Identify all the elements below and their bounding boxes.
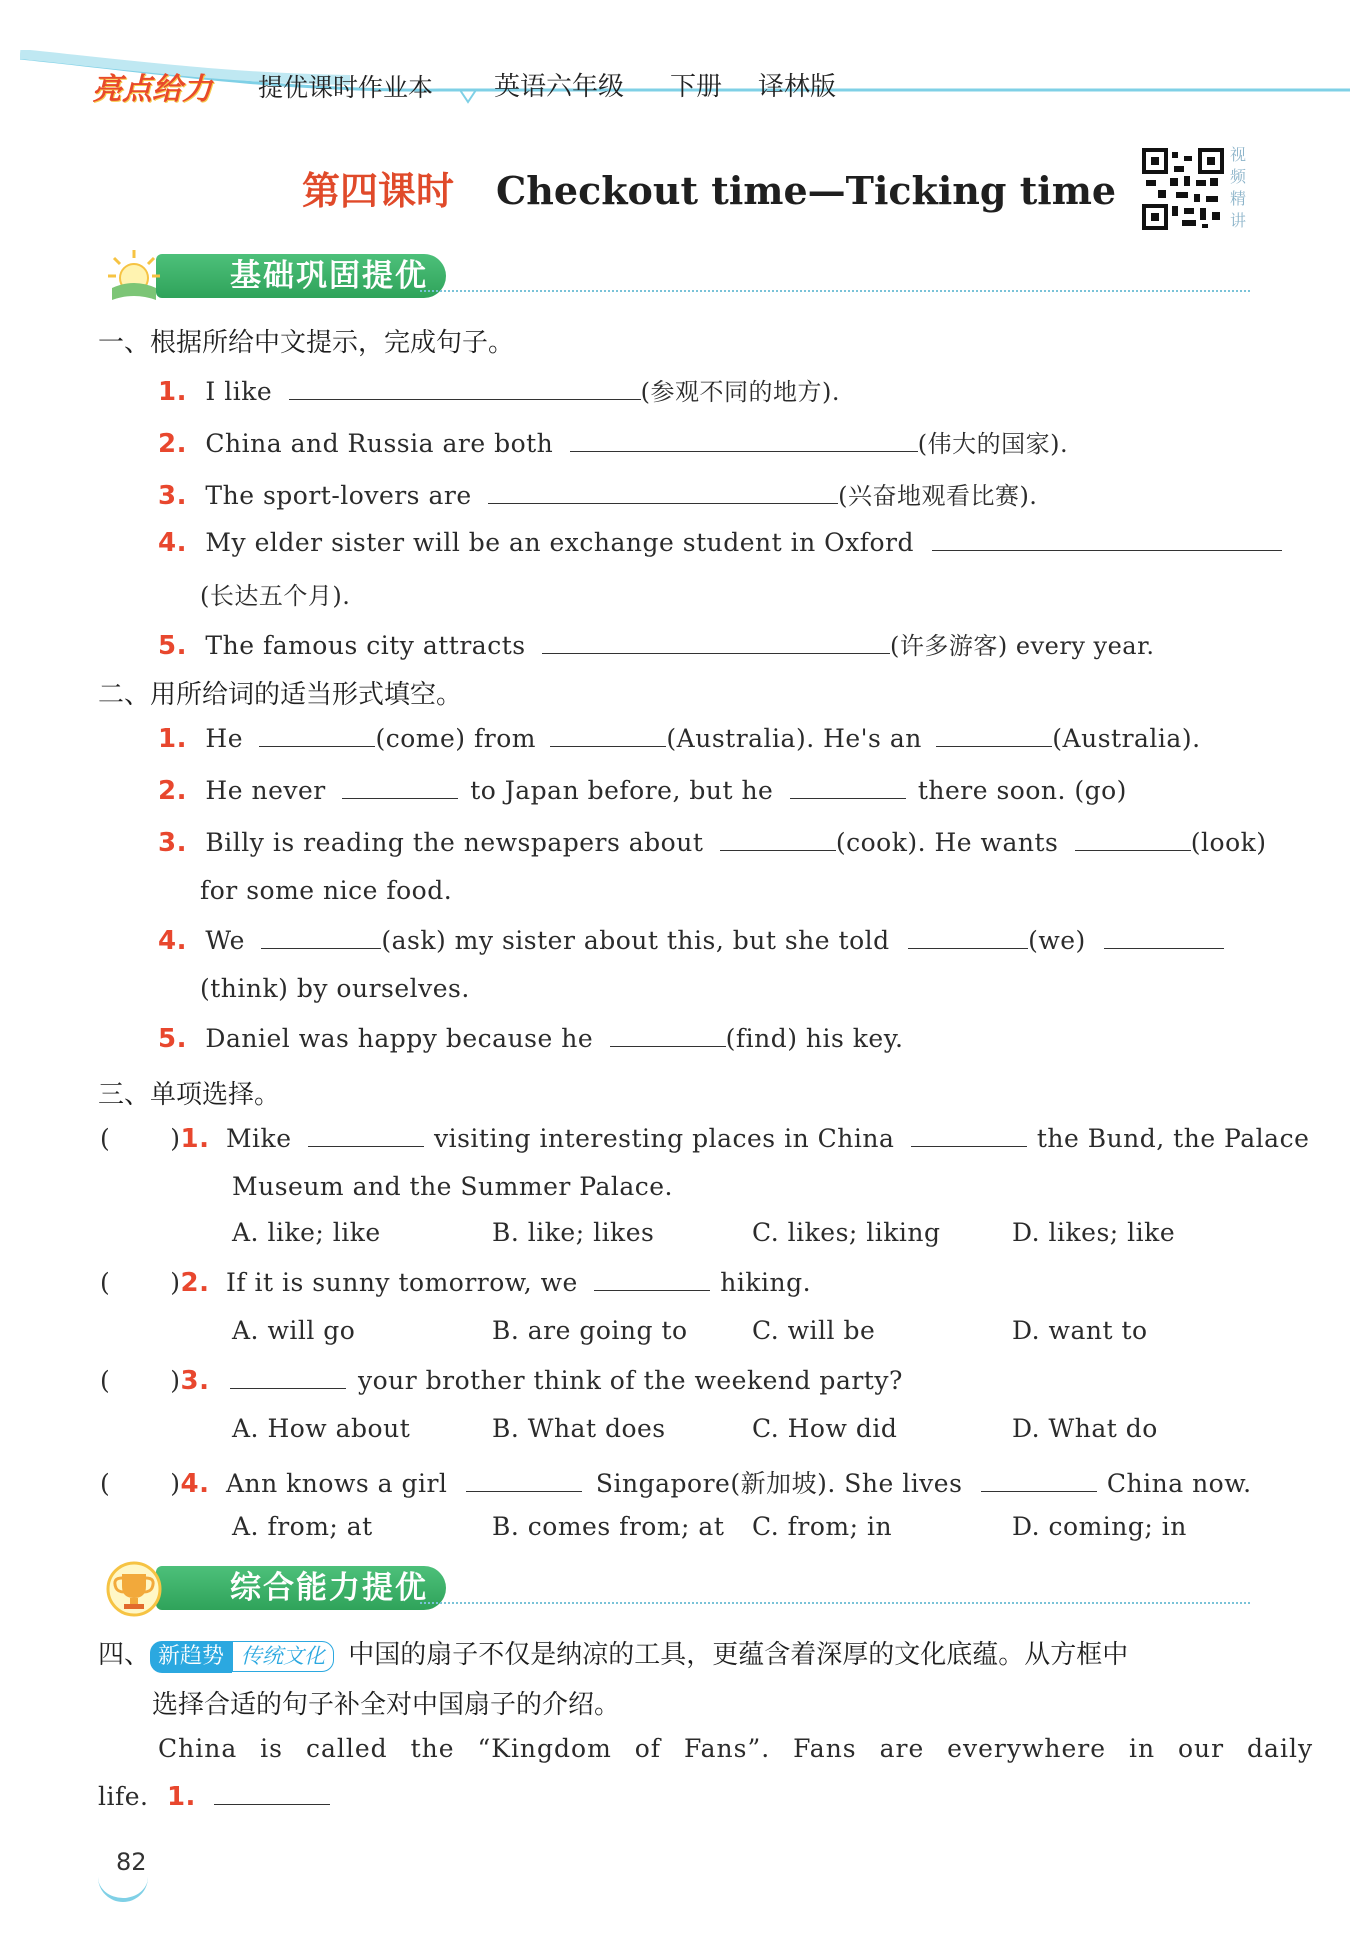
mc-q3: ( )3. your brother think of the weekend party? — [100, 1366, 903, 1396]
p1-item-4-hint: (长达五个月). — [200, 582, 351, 610]
mc-q4: ( )4. Ann knows a girl Singapore(新加坡). She lives China now. — [100, 1469, 1252, 1499]
answer-blank[interactable] — [790, 776, 906, 799]
mc-q4-option-c[interactable]: C. from; in — [752, 1512, 893, 1541]
part3-heading: 三、单项选择。 — [98, 1080, 281, 1110]
answer-blank[interactable] — [214, 1782, 330, 1805]
answer-blank[interactable] — [289, 377, 641, 400]
p2-item-4: 4. We (ask) my sister about this, but she told (we) — [158, 926, 1224, 956]
answer-blank[interactable] — [1104, 926, 1224, 949]
answer-blank[interactable] — [308, 1124, 424, 1147]
part4-intro-cont: 选择合适的句子补全对中国扇子的介绍。 — [152, 1690, 621, 1720]
p2-item-1: 1. He (come) from (Australia). He's an (Australia). — [158, 724, 1201, 754]
mc-q4-option-d[interactable]: D. coming; in — [1012, 1512, 1187, 1541]
p1-item-3: 3. The sport-lovers are (兴奋地观看比赛). — [158, 481, 1038, 511]
section-basic-title: 基础巩固提优 — [156, 254, 446, 298]
mc-q1-option-d[interactable]: D. likes; like — [1012, 1218, 1176, 1247]
mc-q3-option-b[interactable]: B. What does — [492, 1414, 666, 1443]
answer-blank[interactable] — [342, 776, 458, 799]
trophy-icon — [104, 1560, 164, 1618]
lesson-title-en: Checkout time—Ticking time — [496, 168, 1117, 213]
p1-item-5: 5. The famous city attracts (许多游客) every year. — [158, 631, 1155, 661]
traditional-culture-badge: 传统文化 — [232, 1641, 334, 1672]
answer-blank[interactable] — [981, 1469, 1097, 1492]
mc-q2-option-c[interactable]: C. will be — [752, 1316, 876, 1345]
answer-blank[interactable] — [936, 724, 1052, 747]
answer-blank[interactable] — [550, 724, 666, 747]
mc-q2-option-b[interactable]: B. are going to — [492, 1316, 688, 1345]
part4-passage-line1: China is called the “Kingdom of Fans”. Fans are everywhere in our daily — [158, 1734, 1314, 1763]
answer-blank[interactable] — [932, 528, 1282, 551]
answer-blank[interactable] — [230, 1366, 346, 1389]
mc-q4-option-a[interactable]: A. from; at — [232, 1512, 373, 1541]
mc-q1-option-c[interactable]: C. likes; liking — [752, 1218, 941, 1247]
p2-item-3: 3. Billy is reading the newspapers about (cook). He wants (look) — [158, 828, 1267, 858]
answer-blank[interactable] — [542, 631, 890, 654]
answer-blank[interactable] — [261, 926, 381, 949]
answer-blank[interactable] — [259, 724, 375, 747]
answer-blank[interactable] — [488, 481, 838, 504]
p1-item-2: 2. China and Russia are both (伟大的国家). — [158, 429, 1069, 459]
part2-heading: 二、用所给词的适当形式填空。 — [98, 680, 463, 710]
mc-q1-option-b[interactable]: B. like; likes — [492, 1218, 655, 1247]
new-trend-badge: 新趋势 — [150, 1641, 232, 1673]
answer-blank[interactable] — [594, 1268, 710, 1291]
brand-logo: 亮点给力 — [92, 72, 212, 107]
p2-item-3-cont: for some nice food. — [200, 876, 453, 905]
mc-q3-option-a[interactable]: A. How about — [232, 1414, 411, 1443]
mc-q4-option-b[interactable]: B. comes from; at — [492, 1512, 725, 1541]
mc-q3-option-c[interactable]: C. How did — [752, 1414, 898, 1443]
page-number-decoration — [98, 1872, 148, 1902]
mc-q1-cont: Museum and the Summer Palace. — [232, 1172, 674, 1201]
qr-code-icon[interactable] — [1140, 146, 1226, 232]
sun-book-icon — [104, 248, 164, 306]
edition-label: 译林版 — [758, 72, 837, 102]
part1-heading: 一、根据所给中文提示，完成句子。 — [98, 328, 515, 358]
part4-intro: 四、 新趋势 传统文化 中国的扇子不仅是纳凉的工具，更蕴含着深厚的文化底蕴。从方框中 — [98, 1634, 1128, 1673]
p1-item-4: 4. My elder sister will be an exchange student in Oxford — [158, 528, 1282, 558]
grade-label: 英语六年级 — [494, 72, 625, 102]
volume-label: 下册 — [670, 72, 723, 102]
lesson-title — [302, 160, 1116, 215]
series-name: 提优课时作业本 — [258, 73, 434, 102]
p2-item-2: 2. He never to Japan before, but he there soon. (go) — [158, 776, 1127, 806]
mc-q1-option-a[interactable]: A. like; like — [232, 1218, 381, 1247]
mc-q3-option-d[interactable]: D. What do — [1012, 1414, 1158, 1443]
qr-video-label: 视频精讲 — [1230, 145, 1247, 230]
section-divider — [420, 1602, 1250, 1604]
answer-blank[interactable] — [911, 1124, 1027, 1147]
section-advanced-title: 综合能力提优 — [156, 1566, 446, 1610]
answer-blank[interactable] — [466, 1469, 582, 1492]
answer-blank[interactable] — [1075, 828, 1191, 851]
lesson-title-cn: 第四课时 — [302, 168, 455, 213]
p2-item-5: 5. Daniel was happy because he (find) his key. — [158, 1024, 904, 1054]
answer-blank[interactable] — [610, 1024, 726, 1047]
answer-blank[interactable] — [720, 828, 836, 851]
mc-q1: ( )1. Mike visiting interesting places in China the Bund, the Palace — [100, 1124, 1310, 1154]
answer-blank[interactable] — [570, 429, 918, 452]
section-divider — [420, 290, 1250, 292]
p1-item-1: 1. I like (参观不同的地方). — [158, 377, 840, 407]
p2-item-4-cont: (think) by ourselves. — [200, 974, 470, 1003]
mc-q2-option-a[interactable]: A. will go — [232, 1316, 356, 1345]
answer-blank[interactable] — [908, 926, 1028, 949]
page-number: 82 — [116, 1848, 147, 1876]
mc-q2-option-d[interactable]: D. want to — [1012, 1316, 1148, 1345]
part4-passage-line2: life. 1. — [98, 1782, 330, 1812]
mc-q2: ( )2. If it is sunny tomorrow, we hiking. — [100, 1268, 812, 1298]
